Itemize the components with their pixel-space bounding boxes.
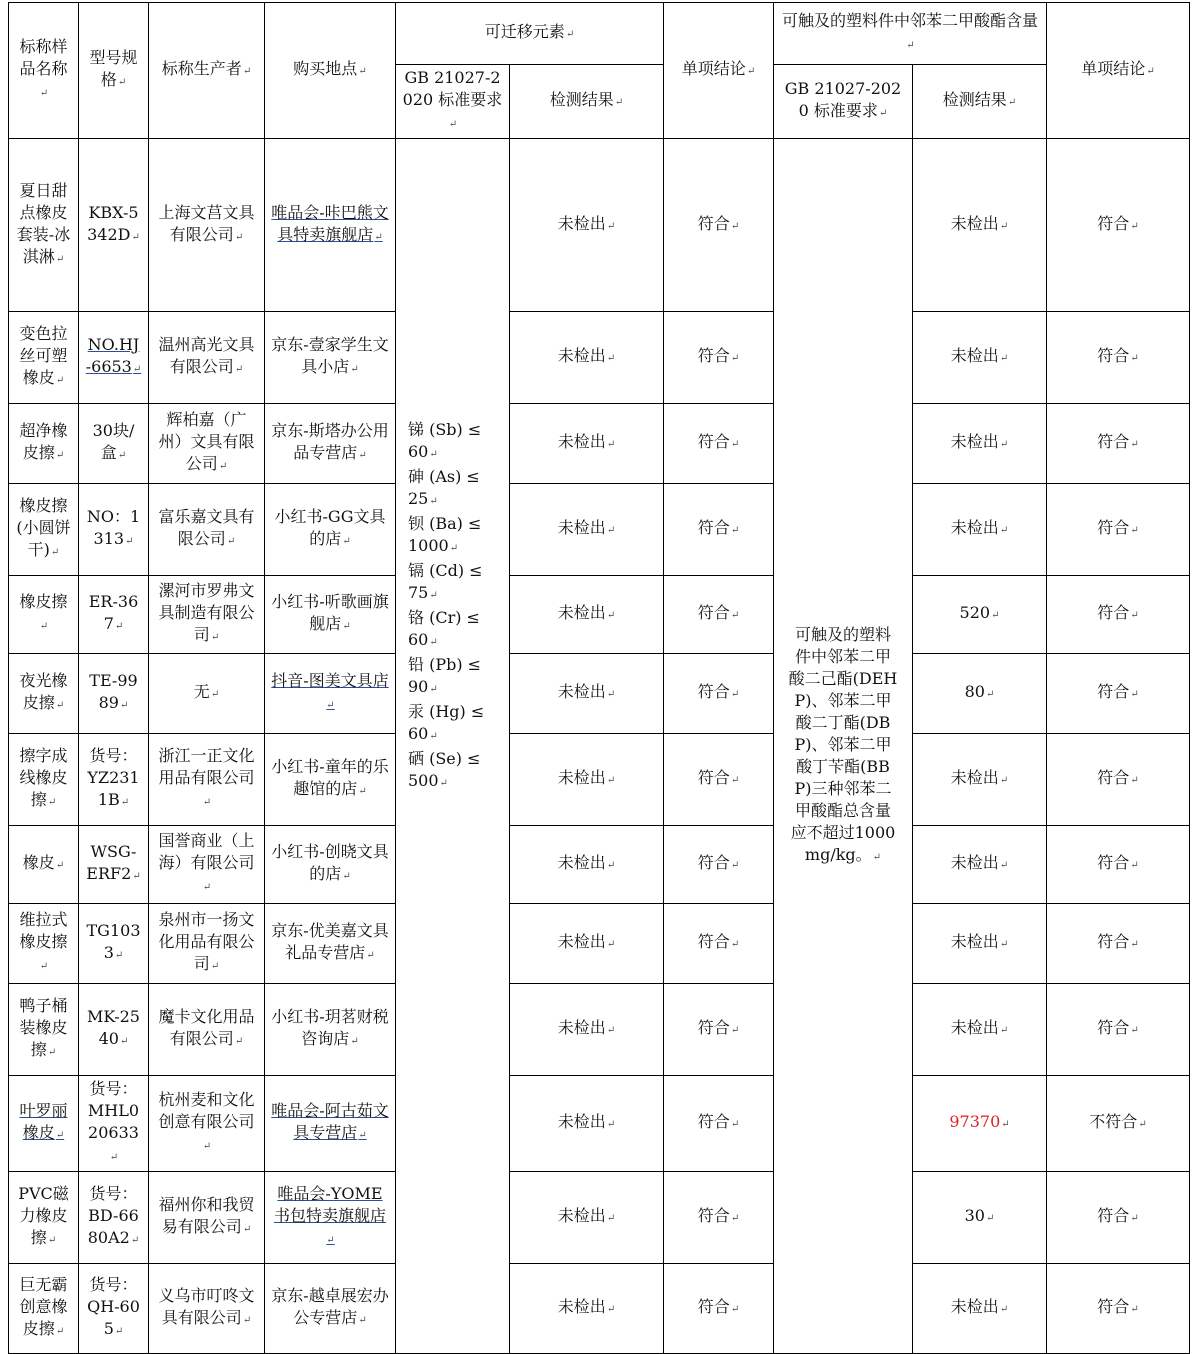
cell-elem-conclusion: 符合 ↵ bbox=[664, 139, 774, 312]
cell-place: 唯品会-咔巴熊文具特卖旗舰店 ↵ bbox=[265, 139, 396, 312]
cell-maker: 无 ↵ bbox=[149, 654, 265, 734]
cell-ph-conclusion: 符合 ↵ bbox=[1047, 984, 1190, 1076]
cell-ph-result: 520 ↵ bbox=[913, 576, 1047, 654]
cell-elem-result: 未检出 ↵ bbox=[510, 654, 664, 734]
cell-name: PVC磁力橡皮擦 ↵ bbox=[9, 1172, 79, 1264]
std-line: 铬 (Cr) ≤ bbox=[408, 608, 480, 627]
table-row bbox=[9, 654, 1190, 734]
cell-model: KBX-5342D ↵ bbox=[79, 139, 149, 312]
cell-ph-conclusion: 符合 ↵ bbox=[1047, 1172, 1190, 1264]
table-row bbox=[9, 734, 1190, 826]
cell-model: 30块/盒 ↵ bbox=[79, 404, 149, 484]
std-line: 镉 (Cd) ≤ bbox=[408, 561, 483, 580]
cell-maker: 漯河市罗弗文具制造有限公司 ↵ bbox=[149, 576, 265, 654]
cell-name: 维拉式橡皮擦 ↵ bbox=[9, 904, 79, 984]
cell-ph-result: 30 ↵ bbox=[913, 1172, 1047, 1264]
cell-elem-conclusion: 符合 ↵ bbox=[664, 1076, 774, 1172]
cell-elem-result: 未检出 ↵ bbox=[510, 1076, 664, 1172]
cell-ph-result-fail: 97370 ↵ bbox=[913, 1076, 1047, 1172]
cell-ph-result: 80 ↵ bbox=[913, 654, 1047, 734]
header-conclusion-2: 单项结论 ↵ bbox=[1047, 3, 1190, 139]
cell-ph-result: 未检出 ↵ bbox=[913, 904, 1047, 984]
table-row bbox=[9, 576, 1190, 654]
cell-ph-conclusion: 符合 ↵ bbox=[1047, 654, 1190, 734]
table-row bbox=[9, 139, 1190, 312]
cell-maker: 魔卡文化用品有限公司 ↵ bbox=[149, 984, 265, 1076]
cell-maker: 泉州市一扬文化用品有限公司 ↵ bbox=[149, 904, 265, 984]
cell-elem-conclusion: 符合 ↵ bbox=[664, 404, 774, 484]
cell-elem-conclusion: 符合 ↵ bbox=[664, 484, 774, 576]
table-row bbox=[9, 1172, 1190, 1264]
std-line: 90 ↵ bbox=[408, 676, 501, 701]
cell-ph-result: 未检出 ↵ bbox=[913, 826, 1047, 904]
cell-place: 抖音-图美文具店 ↵ bbox=[265, 654, 396, 734]
cell-ph-result: 未检出 ↵ bbox=[913, 984, 1047, 1076]
std-line: 60 ↵ bbox=[408, 441, 501, 466]
cell-elem-result: 未检出 ↵ bbox=[510, 1172, 664, 1264]
cell-ph-result: 未检出 ↵ bbox=[913, 734, 1047, 826]
cell-maker: 福州你和我贸易有限公司 ↵ bbox=[149, 1172, 265, 1264]
header-gb-requirement: GB 21027-2020 标准要求 ↵ bbox=[396, 65, 510, 139]
cell-name: 夜光橡皮擦 ↵ bbox=[9, 654, 79, 734]
cell-ph-result: 未检出 ↵ bbox=[913, 404, 1047, 484]
cell-maker: 浙江一正文化用品有限公司 ↵ bbox=[149, 734, 265, 826]
table-row bbox=[9, 1264, 1190, 1354]
header-result: 检测结果 ↵ bbox=[510, 65, 664, 139]
cell-maker: 温州高光文具有限公司 ↵ bbox=[149, 312, 265, 404]
cell-elem-conclusion: 符合 ↵ bbox=[664, 1264, 774, 1354]
cell-model: MK-2540 ↵ bbox=[79, 984, 149, 1076]
cell-ph-conclusion: 符合 ↵ bbox=[1047, 826, 1190, 904]
cell-ph-result: 未检出 ↵ bbox=[913, 484, 1047, 576]
cell-name: 夏日甜点橡皮套装-冰淇淋 ↵ bbox=[9, 139, 79, 312]
cell-elem-conclusion: 符合 ↵ bbox=[664, 734, 774, 826]
cell-place: 唯品会-YOME书包特卖旗舰店 ↵ bbox=[265, 1172, 396, 1264]
cell-name: 橡皮擦 ↵ bbox=[9, 576, 79, 654]
table-row bbox=[9, 904, 1190, 984]
table-row bbox=[9, 484, 1190, 576]
header-place: 购买地点 ↵ bbox=[265, 3, 396, 139]
std-line: 60 ↵ bbox=[408, 723, 501, 748]
cell-name: 擦字成线橡皮擦 ↵ bbox=[9, 734, 79, 826]
phthalate-standard-cell bbox=[774, 139, 913, 1354]
cell-elem-result: 未检出 ↵ bbox=[510, 1264, 664, 1354]
cell-model: NO：1313 ↵ bbox=[79, 484, 149, 576]
std-line: 汞 (Hg) ≤ bbox=[408, 702, 485, 721]
cell-place: 小红书-创晓文具的店 ↵ bbox=[265, 826, 396, 904]
cell-model: NO.HJ-6653 ↵ bbox=[79, 312, 149, 404]
cell-ph-conclusion: 不符合 ↵ bbox=[1047, 1076, 1190, 1172]
cell-model: ER-367 ↵ bbox=[79, 576, 149, 654]
cell-ph-conclusion: 符合 ↵ bbox=[1047, 734, 1190, 826]
cell-name: 橡皮擦(小圆饼干) ↵ bbox=[9, 484, 79, 576]
cell-elem-conclusion: 符合 ↵ bbox=[664, 826, 774, 904]
test-results-table bbox=[8, 2, 1190, 1354]
cell-elem-conclusion: 符合 ↵ bbox=[664, 654, 774, 734]
cell-ph-result: 未检出 ↵ bbox=[913, 312, 1047, 404]
cell-elem-result: 未检出 ↵ bbox=[510, 734, 664, 826]
std-line: 硒 (Se) ≤ bbox=[408, 749, 481, 768]
cell-ph-conclusion: 符合 ↵ bbox=[1047, 404, 1190, 484]
cell-elem-result: 未检出 ↵ bbox=[510, 312, 664, 404]
cell-ph-conclusion: 符合 ↵ bbox=[1047, 139, 1190, 312]
cell-elem-conclusion: 符合 ↵ bbox=[664, 576, 774, 654]
header-gb-requirement-2: GB 21027-2020 标准要求 ↵ bbox=[774, 65, 913, 139]
cell-maker: 上海文莒文具有限公司 ↵ bbox=[149, 139, 265, 312]
cell-place: 京东-斯塔办公用品专营店 ↵ bbox=[265, 404, 396, 484]
cell-elem-result: 未检出 ↵ bbox=[510, 576, 664, 654]
migratable-standard-cell bbox=[396, 139, 510, 1354]
cell-name: 橡皮 ↵ bbox=[9, 826, 79, 904]
cell-place: 小红书-听歌画旗舰店 ↵ bbox=[265, 576, 396, 654]
std-line: 25 ↵ bbox=[408, 488, 501, 513]
cell-place: 小红书-童年的乐趣馆的店 ↵ bbox=[265, 734, 396, 826]
cell-model: 货号：QH-605 ↵ bbox=[79, 1264, 149, 1354]
cell-ph-conclusion: 符合 ↵ bbox=[1047, 484, 1190, 576]
cell-place: 京东-优美嘉文具礼品专营店 ↵ bbox=[265, 904, 396, 984]
cell-elem-result: 未检出 ↵ bbox=[510, 484, 664, 576]
std-line: 60 ↵ bbox=[408, 629, 501, 654]
cell-elem-conclusion: 符合 ↵ bbox=[664, 904, 774, 984]
cell-elem-conclusion: 符合 ↵ bbox=[664, 1172, 774, 1264]
cell-elem-result: 未检出 ↵ bbox=[510, 904, 664, 984]
header-sample-name: 标称样品名称 ↵ bbox=[9, 3, 79, 139]
std-line: 锑 (Sb) ≤ bbox=[408, 420, 482, 439]
cell-name: 变色拉丝可塑橡皮 ↵ bbox=[9, 312, 79, 404]
table-row bbox=[9, 404, 1190, 484]
cell-ph-conclusion: 符合 ↵ bbox=[1047, 312, 1190, 404]
cell-model: 货号：MHL020633 ↵ bbox=[79, 1076, 149, 1172]
cell-place: 小红书-GG文具的店 ↵ bbox=[265, 484, 396, 576]
cell-model: 货号：BD-6680A2 ↵ bbox=[79, 1172, 149, 1264]
cell-maker: 杭州麦和文化创意有限公司 ↵ bbox=[149, 1076, 265, 1172]
std-line: 铅 (Pb) ≤ bbox=[408, 655, 482, 674]
cell-elem-result: 未检出 ↵ bbox=[510, 984, 664, 1076]
cell-name: 叶罗丽橡皮 ↵ bbox=[9, 1076, 79, 1172]
cell-name: 巨无霸创意橡皮擦 ↵ bbox=[9, 1264, 79, 1354]
cell-model: WSG-ERF2 ↵ bbox=[79, 826, 149, 904]
cell-model: TG1033 ↵ bbox=[79, 904, 149, 984]
header-phthalate: 可触及的塑料件中邻苯二甲酸酯含量 ↵ bbox=[774, 3, 1047, 65]
cell-model: 货号：YZ2311B ↵ bbox=[79, 734, 149, 826]
header-result-2: 检测结果 ↵ bbox=[913, 65, 1047, 139]
cell-place: 京东-越卓展宏办公专营店 ↵ bbox=[265, 1264, 396, 1354]
std-line: 钡 (Ba) ≤ bbox=[408, 514, 482, 533]
cell-ph-conclusion: 符合 ↵ bbox=[1047, 1264, 1190, 1354]
cell-ph-conclusion: 符合 ↵ bbox=[1047, 904, 1190, 984]
cell-maker: 国誉商业（上海）有限公司 ↵ bbox=[149, 826, 265, 904]
header-maker: 标称生产者 ↵ bbox=[149, 3, 265, 139]
phthalate-standard-text: 可触及的塑料件中邻苯二甲酸二己酯(DEHP)、邻苯二甲酸二丁酯(DBP)、邻苯二甲酸丁苄酯(BBP)三种邻苯二甲酸酯总含量应不超过1000mg/kg。 ↵ bbox=[789, 625, 898, 864]
std-line: 500 ↵ bbox=[408, 770, 501, 795]
cell-ph-result: 未检出 ↵ bbox=[913, 1264, 1047, 1354]
cell-maker: 义乌市叮咚文具有限公司 ↵ bbox=[149, 1264, 265, 1354]
cell-elem-result: 未检出 ↵ bbox=[510, 826, 664, 904]
cell-model: TE-9989 ↵ bbox=[79, 654, 149, 734]
cell-maker: 富乐嘉文具有限公司 ↵ bbox=[149, 484, 265, 576]
cell-name: 鸭子桶装橡皮擦 ↵ bbox=[9, 984, 79, 1076]
table-row bbox=[9, 312, 1190, 404]
header-model: 型号规格 ↵ bbox=[79, 3, 149, 139]
cell-elem-result: 未检出 ↵ bbox=[510, 404, 664, 484]
cell-place: 小红书-玥茗财税咨询店 ↵ bbox=[265, 984, 396, 1076]
cell-elem-result: 未检出 ↵ bbox=[510, 139, 664, 312]
header-migratable: 可迁移元素 ↵ bbox=[396, 3, 664, 65]
table-row bbox=[9, 984, 1190, 1076]
cell-elem-conclusion: 符合 ↵ bbox=[664, 312, 774, 404]
cell-ph-conclusion: 符合 ↵ bbox=[1047, 576, 1190, 654]
cell-maker: 辉柏嘉（广州）文具有限公司 ↵ bbox=[149, 404, 265, 484]
cell-place: 唯品会-阿古茹文具专营店 ↵ bbox=[265, 1076, 396, 1172]
std-line: 75 ↵ bbox=[408, 582, 501, 607]
cell-name: 超净橡皮擦 ↵ bbox=[9, 404, 79, 484]
cell-place: 京东-壹家学生文具小店 ↵ bbox=[265, 312, 396, 404]
cell-ph-result: 未检出 ↵ bbox=[913, 139, 1047, 312]
table-row bbox=[9, 1076, 1190, 1172]
std-line: 砷 (As) ≤ bbox=[408, 467, 480, 486]
table-row bbox=[9, 826, 1190, 904]
cell-elem-conclusion: 符合 ↵ bbox=[664, 984, 774, 1076]
header-conclusion: 单项结论 ↵ bbox=[664, 3, 774, 139]
std-line: 1000 ↵ bbox=[408, 535, 501, 560]
